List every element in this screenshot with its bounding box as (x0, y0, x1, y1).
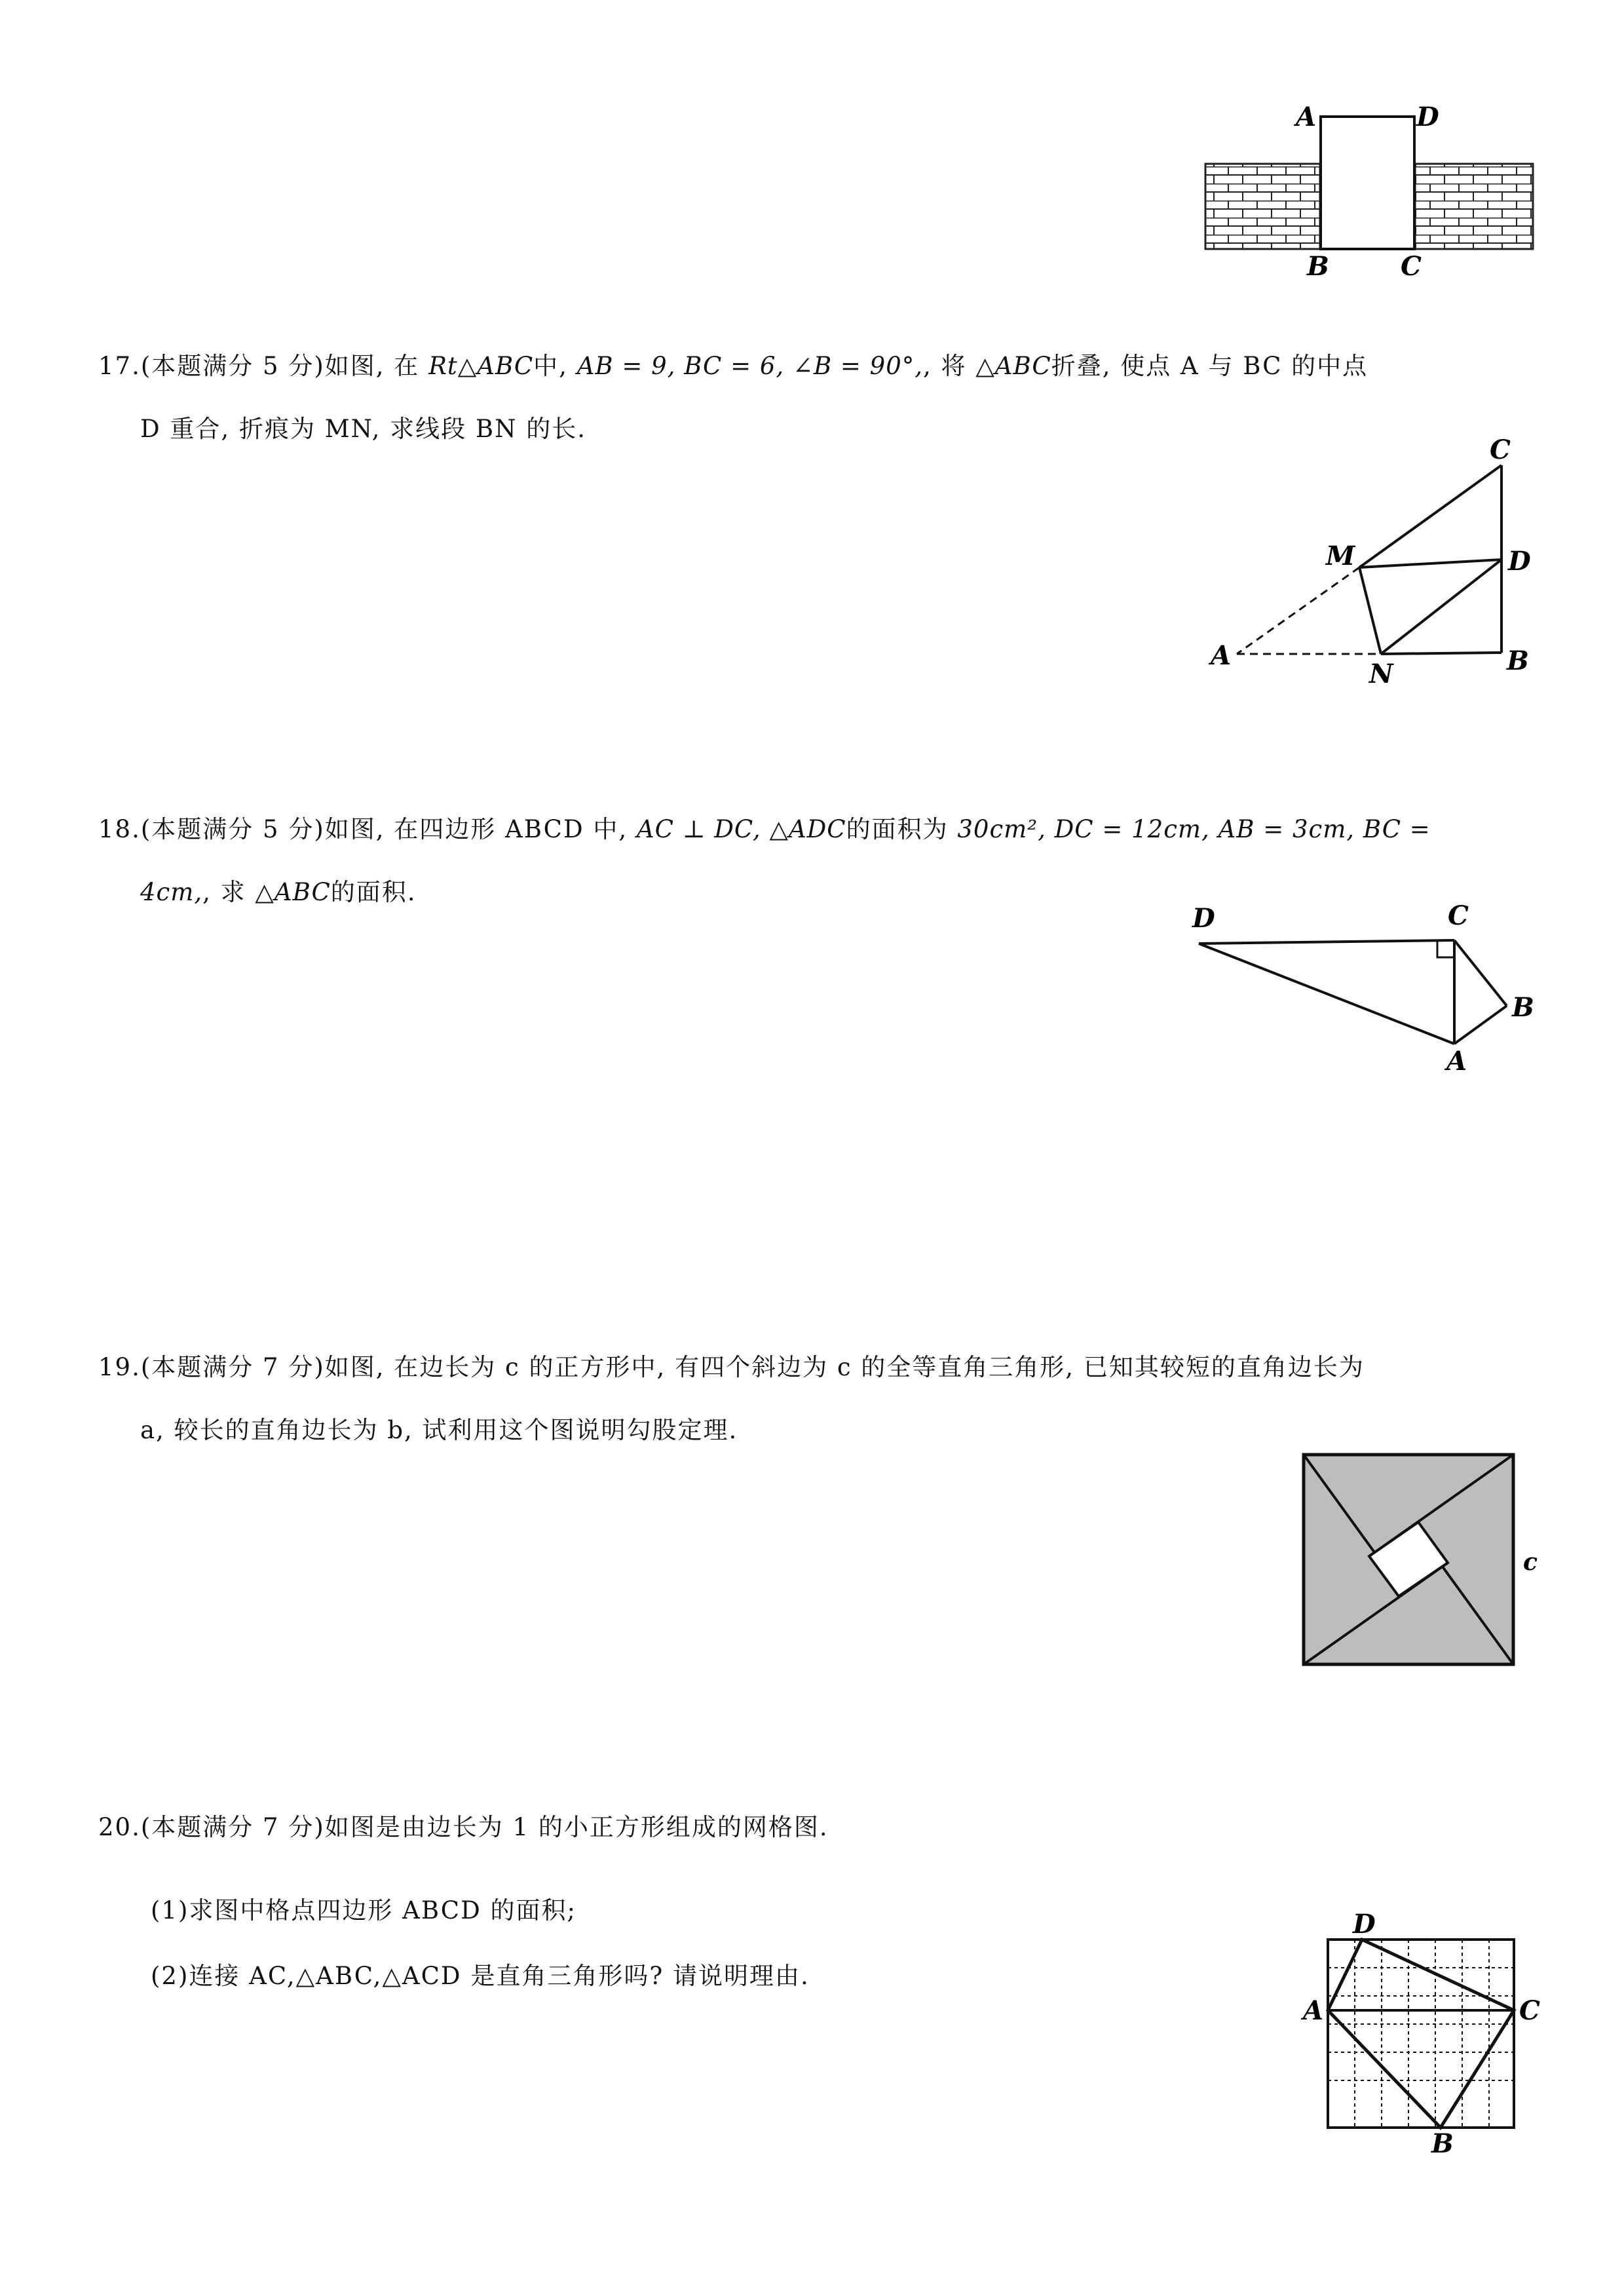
label-B: B (1512, 992, 1534, 1023)
label-C: C (1401, 251, 1422, 282)
label-A: A (1211, 640, 1232, 671)
label-B: B (1431, 2128, 1454, 2159)
wall-right (1415, 164, 1533, 249)
q20-sub1: (1)求图中格点四边形 ABCD 的面积; (151, 1896, 576, 1924)
figure-17-fold (1199, 434, 1539, 695)
label-D: D (1416, 102, 1439, 132)
label-M: M (1326, 541, 1355, 571)
q18-condition: AC ⊥ DC, △ADC (636, 815, 846, 843)
q17-line2: D 重合, 折痕为 MN, 求线段 BN 的长. (140, 415, 586, 443)
q18-ask: , 求 (202, 878, 255, 906)
q18-mid: 的面积为 (846, 815, 958, 843)
figure-18-quadrilateral (1179, 900, 1546, 1078)
q20-line1: (本题满分 7 分)如图是由边长为 1 的小正方形组成的网格图. (140, 1813, 829, 1841)
question-number: 20. (98, 1813, 141, 1841)
door-abcd (1321, 117, 1414, 249)
q17-given: AB = 9, BC = 6, ∠B = 90°, (576, 352, 924, 380)
label-A: A (1446, 1046, 1467, 1077)
q18-triangle: △ABC (255, 878, 331, 906)
q17-mid1: 中, (533, 352, 577, 380)
label-C: C (1448, 900, 1469, 931)
figure-19-square (1297, 1448, 1538, 1671)
figure-20-grid (1294, 1907, 1556, 2159)
q19-line1: (本题满分 7 分)如图, 在边长为 c 的正方形中, 有四个斜边为 c 的全等直角三角形, 已知其较短的直角边长为 (140, 1353, 1365, 1381)
q19-line2: a, 较长的直角边长为 b, 试利用这个图说明勾股定理. (140, 1416, 738, 1444)
q18-intro: (本题满分 5 分)如图, 在四边形 ABCD 中, (140, 815, 637, 843)
label-B: B (1507, 645, 1529, 676)
label-D: D (1353, 1909, 1376, 1940)
q17-rest: 折叠, 使点 A 与 BC 的中点 (1051, 352, 1369, 380)
question-number: 19. (98, 1353, 141, 1381)
figure-16-wall (1199, 98, 1539, 282)
label-c: c (1523, 1548, 1538, 1576)
q17-rt-triangle: Rt△ABC (428, 352, 534, 380)
label-C: C (1519, 1995, 1540, 2026)
label-A: A (1296, 102, 1317, 132)
q17-intro: (本题满分 5 分)如图, 在 (140, 352, 429, 380)
label-A: A (1303, 1995, 1324, 2026)
q18-bc-value: 4cm, (140, 878, 203, 906)
label-D: D (1508, 546, 1531, 577)
q18-end: 的面积. (330, 878, 417, 906)
label-N: N (1369, 659, 1393, 689)
label-C: C (1490, 434, 1511, 465)
q17-mid2: , 将 (923, 352, 976, 380)
label-B: B (1307, 251, 1329, 282)
wall-left (1205, 164, 1320, 249)
question-number: 18. (98, 815, 141, 843)
q17-triangle: △ABC (975, 352, 1051, 380)
q18-values: 30cm², DC = 12cm, AB = 3cm, BC = (957, 815, 1431, 843)
label-D: D (1192, 903, 1215, 934)
q20-sub2: (2)连接 AC,△ABC,△ACD 是直角三角形吗? 请说明理由. (151, 1962, 810, 1990)
question-number: 17. (98, 352, 141, 380)
